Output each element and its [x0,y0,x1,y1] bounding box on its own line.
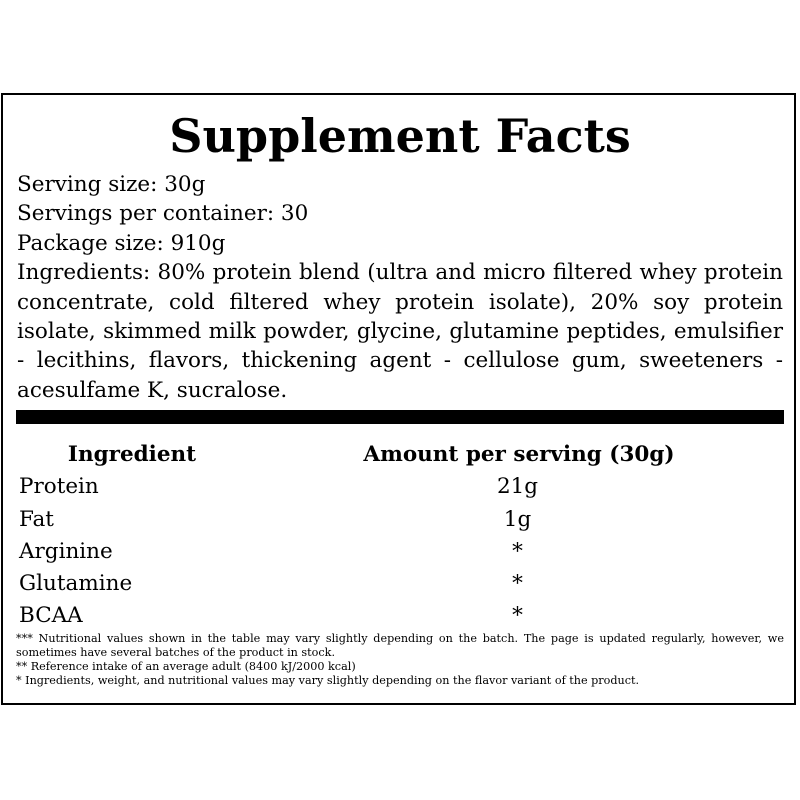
footnote-reference-intake: ** Reference intake of an average adult (8400 kJ/2000 kcal) [16,660,356,673]
ingredient-name: Fat [19,506,54,532]
table-row [17,471,783,503]
ingredient-amount: * [512,538,523,564]
nutrition-table [17,439,783,633]
ingredient-amount: 21g [496,474,539,500]
ingredient-name: Protein [19,474,99,500]
product-facts [17,170,783,405]
ingredient-amount: * [512,603,523,629]
servings-per-container: Servings per container: 30 [17,201,309,227]
page-title: Supplement Facts [169,109,631,163]
package-size: Package size: 910g [17,230,226,256]
section-divider [16,410,784,424]
ingredient-amount: 1g [503,506,532,532]
table-row [17,600,783,632]
footnotes [16,632,784,688]
footnote-flavor-variance: * Ingredients, weight, and nutritional values may vary slightly depending on the flavor variant of the product. [16,674,640,687]
column-header-amount: Amount per serving (30g) [363,442,675,467]
ingredient-amount: * [512,571,523,597]
ingredient-name: Arginine [19,538,113,564]
ingredients-list: Ingredients: 80% protein blend (ultra and micro filtered whey protein concentrate, cold filtered whey protein isolate), 20% soy protein isolate, skimmed milk powder, glycine, glutamine peptides, emulsifier - lecithins, flavors, thickening agent - cellulose gum, sweeteners - acesulfame K, sucralose. [17,260,783,403]
ingredient-name: BCAA [19,603,83,629]
table-header-row [17,439,783,471]
table-row [17,536,783,568]
table-row [17,568,783,600]
serving-size: Serving size: 30g [17,172,206,197]
column-header-ingredient: Ingredient [67,442,197,467]
ingredient-name: Glutamine [19,571,133,597]
table-row [17,504,783,536]
footnote-batch-variance: *** Nutritional values shown in the table may vary slightly depending on the batch. The page is updated regularly, however, we sometimes have several batches of the product in stock. [16,632,784,659]
